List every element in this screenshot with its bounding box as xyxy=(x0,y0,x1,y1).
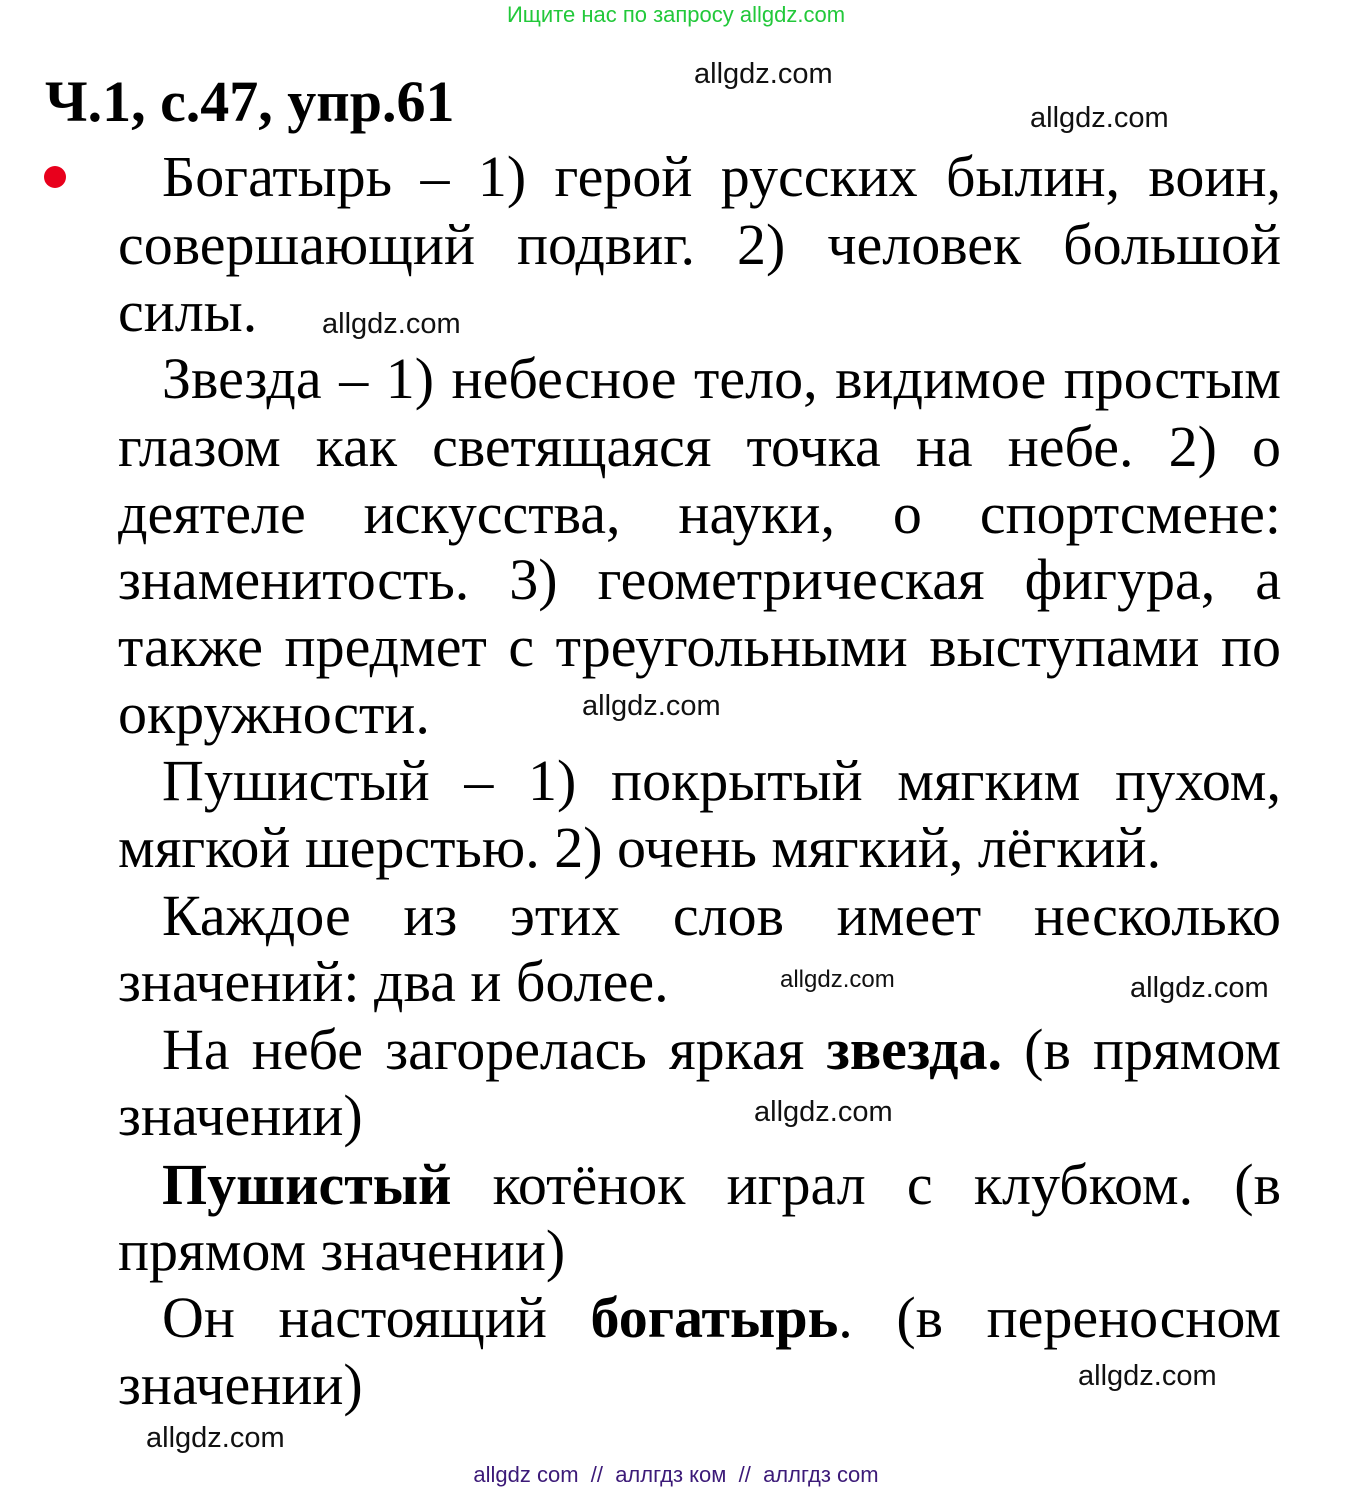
text-segment: мягкой шерстью. 2) очень мягкий, лёгкий. xyxy=(118,815,1162,880)
text-line xyxy=(118,279,258,344)
watermark: allgdz.com xyxy=(146,1422,285,1454)
text-line xyxy=(118,1218,566,1283)
text-segment: окружности. xyxy=(118,681,430,746)
search-banner: Ищите нас по запросу allgdz.com xyxy=(506,2,846,27)
watermark: allgdz.com xyxy=(1130,972,1269,1004)
text-segment: деятеле искусства, науки, о спортсмене: xyxy=(118,481,1281,546)
text-segment: знаменитость. 3) геометрическая фигура, а xyxy=(118,547,1281,612)
text-segment: совершающий подвиг. 2) человек большой xyxy=(118,212,1281,277)
text-segment: . (в переносном xyxy=(838,1285,1281,1350)
text-line xyxy=(162,1285,1281,1350)
watermark: allgdz.com xyxy=(754,1096,893,1128)
text-line xyxy=(118,212,1281,277)
text-line xyxy=(118,547,1281,612)
bold-word: звезда. xyxy=(826,1017,1002,1082)
text-segment: На небе загорелась яркая xyxy=(162,1017,827,1082)
text-segment: Пушистый – 1) покрытый мягким пухом, xyxy=(162,748,1281,813)
watermark: allgdz.com xyxy=(780,966,895,993)
watermark: allgdz.com xyxy=(694,58,833,90)
watermark: allgdz.com xyxy=(322,308,461,340)
watermark: allgdz.com xyxy=(1078,1360,1217,1392)
text-segment: Богатырь – 1) герой русских былин, воин, xyxy=(162,144,1281,209)
text-segment: значений: два и более. xyxy=(118,949,669,1014)
text-line xyxy=(118,414,1281,479)
text-segment: глазом как светящаяся точка на небе. 2) о xyxy=(118,414,1281,479)
footer-links: allgdz com // аллгдз ком // аллгдз com xyxy=(473,1462,879,1487)
text-segment: Он настоящий xyxy=(162,1285,591,1350)
text-segment: (в прямом xyxy=(1002,1017,1282,1082)
bold-word: богатырь xyxy=(590,1285,839,1350)
text-line xyxy=(118,949,669,1014)
text-line xyxy=(162,1017,1282,1082)
text-segment: также предмет с треугольными выступами по xyxy=(118,614,1281,679)
text-line xyxy=(118,1083,363,1148)
text-segment: значении) xyxy=(118,1352,363,1417)
text-segment: Звезда – 1) небесное тело, видимое простым xyxy=(162,346,1281,411)
bullet-dot-icon xyxy=(44,166,66,188)
text-line xyxy=(162,144,1281,209)
text-line xyxy=(118,1352,363,1417)
text-line xyxy=(162,346,1281,411)
text-segment: котёнок играл с клубком. (в xyxy=(451,1152,1281,1217)
watermark: allgdz.com xyxy=(1030,102,1169,134)
text-segment: значении) xyxy=(118,1083,363,1148)
exercise-title: Ч.1, с.47, упр.61 xyxy=(45,69,455,134)
watermark: allgdz.com xyxy=(582,690,721,722)
text-segment: прямом значении) xyxy=(118,1218,566,1283)
text-segment: Каждое из этих слов имеет несколько xyxy=(162,883,1281,948)
bold-word: Пушистый xyxy=(162,1152,452,1217)
text-line xyxy=(118,481,1281,546)
text-line xyxy=(162,1152,1281,1217)
text-line xyxy=(118,614,1281,679)
text-line xyxy=(118,681,430,746)
text-line xyxy=(162,883,1281,948)
text-line xyxy=(162,748,1281,813)
text-segment: силы. xyxy=(118,279,258,344)
text-line xyxy=(118,815,1162,880)
